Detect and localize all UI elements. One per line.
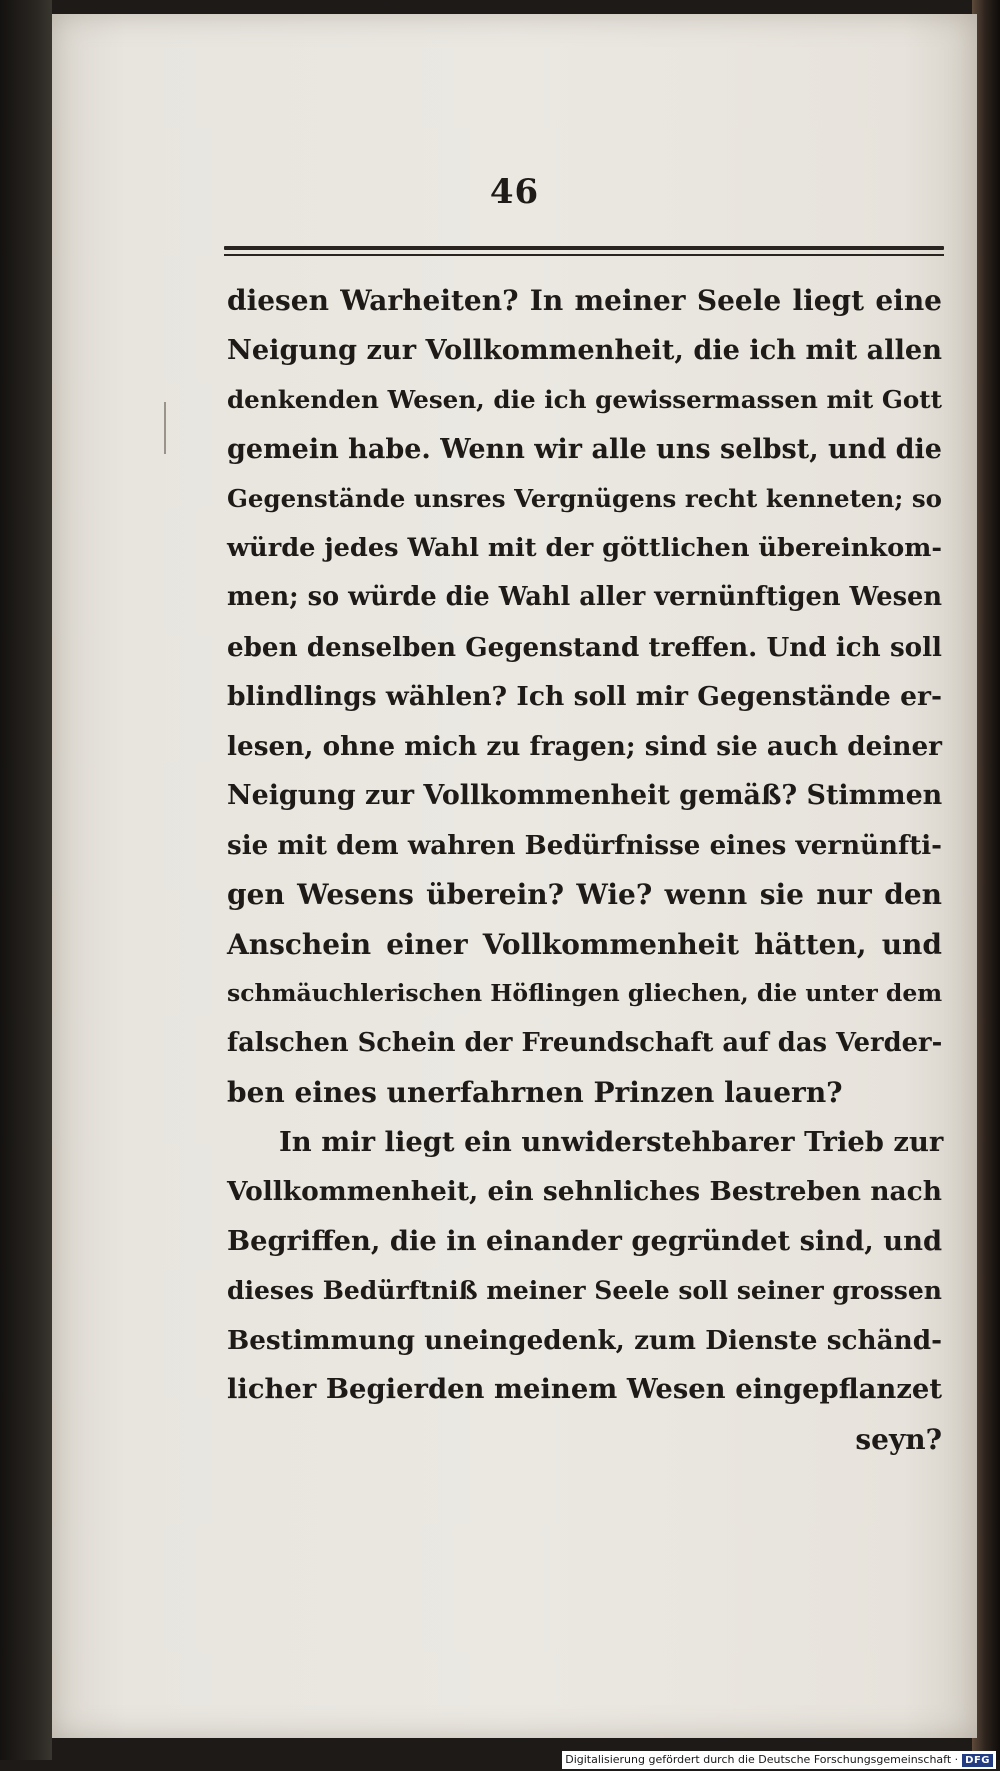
margin-mark [164, 402, 166, 454]
text-line: Bestimmung uneingedenk, zum Dienste schänd- [227, 1324, 942, 1356]
page-number: 46 [489, 172, 540, 212]
text-line: eben denselben Gegenstand treffen. Und ich soll [227, 631, 942, 663]
text-line: würde jedes Wahl mit der göttlichen übereinkom- [227, 532, 943, 563]
text-line: gemein habe. Wenn wir alle uns selbst, und die [227, 433, 942, 465]
body-text [227, 276, 942, 1464]
text-line: Neigung zur Vollkommenheit, die ich mit allen [227, 333, 942, 366]
book-page [52, 14, 977, 1738]
text-line: Gegenstände unsres Vergnügens recht kenneten; so [227, 484, 942, 513]
text-line: Neigung zur Vollkommenheit gemäß? Stimmen [227, 780, 943, 811]
text-line: schmäuchlerischen Höflingen gliechen, die unter dem [227, 979, 943, 1007]
dfg-logo: DFG [962, 1754, 993, 1767]
digitization-credit [562, 1751, 996, 1769]
text-line: gen Wesens überein? Wie? wenn sie nur den [227, 878, 942, 911]
text-line: sie mit dem wahren Bedürfnisse eines vernünfti- [227, 829, 942, 861]
header-rule-thin [224, 254, 944, 256]
credit-text: Digitalisierung gefördert durch die Deutsche Forschungsgemeinschaft · [565, 1753, 959, 1766]
text-line: ben eines unerfahrnen Prinzen lauern? [227, 1076, 843, 1109]
text-line: diesen Warheiten? In meiner Seele liegt eine [227, 284, 942, 317]
text-line: Vollkommenheit, ein sehnliches Bestreben nach [227, 1176, 942, 1207]
text-line: blindlings wählen? Ich soll mir Gegenstände er- [227, 681, 942, 712]
book-spine-edge [0, 0, 52, 1760]
text-line: licher Begierden meinem Wesen eingepflanzet [227, 1373, 942, 1405]
header-rule-thick [224, 246, 944, 250]
text-line: men; so würde die Wahl aller vernünftigen Wesen [227, 582, 942, 612]
text-line: Begriffen, die in einander gegründet sind, und [227, 1224, 943, 1257]
text-line: seyn? [855, 1422, 942, 1456]
text-line: In mir liegt ein unwiderstehbarer Trieb zur [279, 1125, 944, 1158]
text-line: Anschein einer Vollkommenheit hätten, und [227, 927, 942, 961]
text-line: denkenden Wesen, die ich gewissermassen mit Gott [227, 385, 942, 414]
text-line: dieses Bedürftniß meiner Seele soll seiner grossen [227, 1275, 942, 1305]
text-line: lesen, ohne mich zu fragen; sind sie auch deiner [227, 730, 942, 762]
text-line: falschen Schein der Freundschaft auf das Verder- [227, 1027, 943, 1058]
